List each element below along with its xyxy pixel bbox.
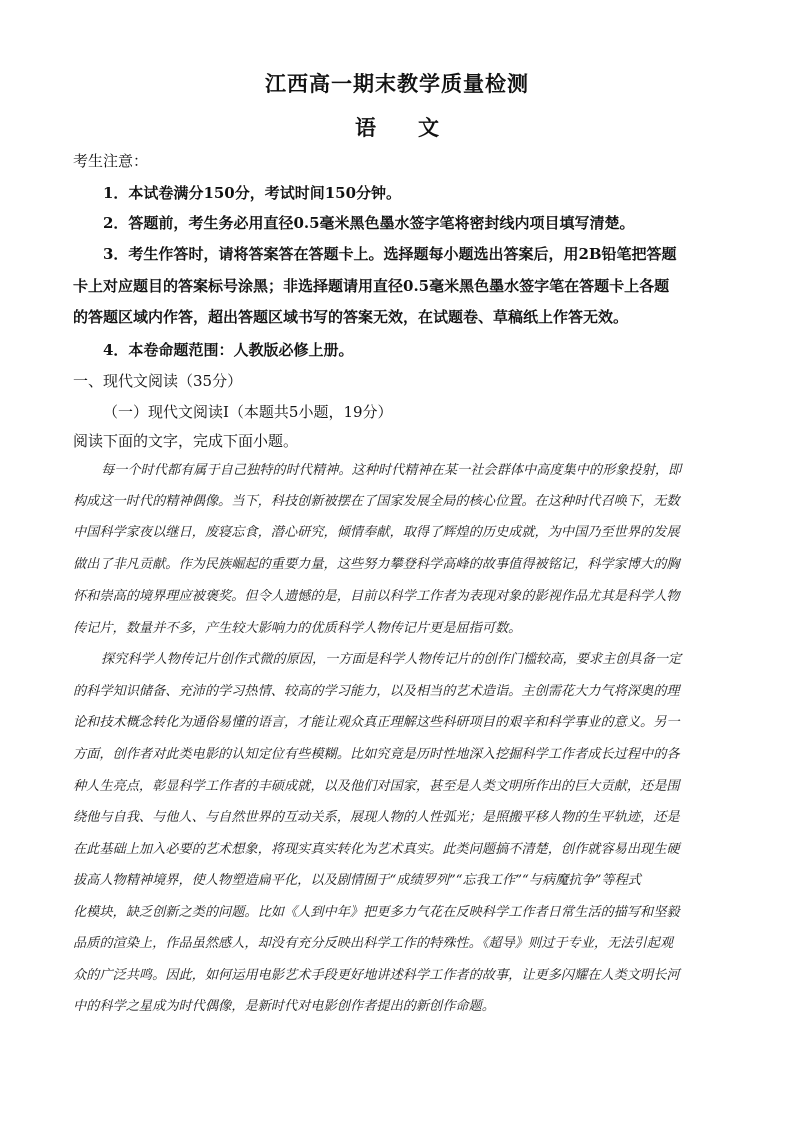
passage-line: 种人生亮点，彰显科学工作者的丰硕成就，以及他们对国家，甚至是人类文明所作出的巨大贡献，还是围 — [73, 779, 680, 794]
passage-line: 中国科学家夜以继日，废寝忘食，潜心研究，倾情奉献，取得了辉煌的历史成就，为中国乃至世界的发展 — [73, 525, 680, 540]
notice-item: 4．本卷命题范围：人教版必修上册。 — [103, 341, 354, 359]
passage-line: 做出了非凡贡献。作为民族崛起的重要力量，这些努力攀登科学高峰的故事值得被铭记，科学家博大的胸 — [73, 557, 680, 572]
passage-line: 怀和崇高的境界理应被褒奖。但令人遗憾的是，目前以科学工作者为表现对象的影视作品尤其是科学人物 — [73, 589, 680, 604]
passage-line: 绕他与自我、与他人、与自然世界的互动关系，展现人物的人性弧光；是照搬平移人物的生平轨迹，还是 — [73, 810, 680, 825]
passage-line: 论和技术概念转化为通俗易懂的语言，才能让观众真正理解这些科研项目的艰辛和科学事业的意义。另一 — [73, 715, 680, 730]
notice-item: 1．本试卷满分150分，考试时间150分钟。 — [103, 184, 402, 202]
notice-item: 卡上对应题目的答案标号涂黑；非选择题请用直径0.5毫米黑色墨水签字笔在答题卡上各题 — [73, 277, 670, 295]
passage-line: 拔高人物精神境界，使人物塑造扁平化，以及剧情囿于“成绩罗列”“忘我工作”“与病魔抗争”等程式 — [73, 873, 641, 888]
passage-line: 化模块，缺乏创新之类的问题。比如《人到中年》把更多力气花在反映科学工作者日常生活的描写和坚毅 — [73, 905, 680, 920]
subject-title: 语 文 — [355, 115, 439, 140]
exam-title: 江西高一期末教学质量检测 — [265, 71, 529, 96]
notice-item: 3．考生作答时，请将答案答在答题卡上。选择题每小题选出答案后，用2B铅笔把答题 — [103, 245, 677, 263]
passage-line: 品质的渲染上，作品虽然感人，却没有充分反映出科学工作的特殊性。《超导》则过于专业，无法引起观 — [73, 936, 674, 951]
passage-line: 构成这一时代的精神偶像。当下，科技创新被摆在了国家发展全局的核心位置。在这种时代召唤下，无数 — [73, 494, 680, 509]
reading-instruction: 阅读下面的文字，完成下面小题。 — [73, 432, 299, 450]
passage-line: 传记片，数量并不多，产生较大影响力的优质科学人物传记片更是屈指可数。 — [73, 621, 522, 636]
passage-line: 每一个时代都有属于自己独特的时代精神。这种时代精神在某一社会群体中高度集中的形象投射，即 — [101, 463, 682, 478]
passage-line: 在此基础上加入必要的艺术想象，将现实真实转化为艺术真实。此类问题搞不清楚，创作就容易出现生硬 — [73, 842, 680, 857]
passage-line: 众的广泛共鸣。因此，如何运用电影艺术手段更好地讲述科学工作者的故事，让更多闪耀在人类文明长河 — [73, 968, 680, 983]
notice-heading: 考生注意： — [73, 152, 149, 170]
section-heading: 一、现代文阅读（35分） — [73, 372, 243, 390]
notice-item: 2．答题前，考生务必用直径0.5毫米黑色墨水签字笔将密封线内项目填写清楚。 — [103, 214, 635, 232]
passage-line: 探究科学人物传记片创作式微的原因，一方面是科学人物传记片的创作门槛较高，要求主创具备一定 — [101, 652, 682, 667]
passage-line: 方面，创作者对此类电影的认知定位有些模糊。比如究竟是历时性地深入挖掘科学工作者成长过程中的各 — [73, 747, 680, 762]
section-subheading: （一）现代文阅读Ⅰ（本题共5小题，19分） — [103, 403, 393, 421]
passage-line: 中的科学之星成为时代偶像，是新时代对电影创作者提出的新创作命题。 — [73, 999, 495, 1014]
passage-line: 的科学知识储备、充沛的学习热情、较高的学习能力，以及相当的艺术造诣。主创需花大力气将深奥的理 — [73, 684, 680, 699]
notice-item: 的答题区域内作答，超出答题区域书写的答案无效，在试题卷、草稿纸上作答无效。 — [73, 308, 629, 326]
